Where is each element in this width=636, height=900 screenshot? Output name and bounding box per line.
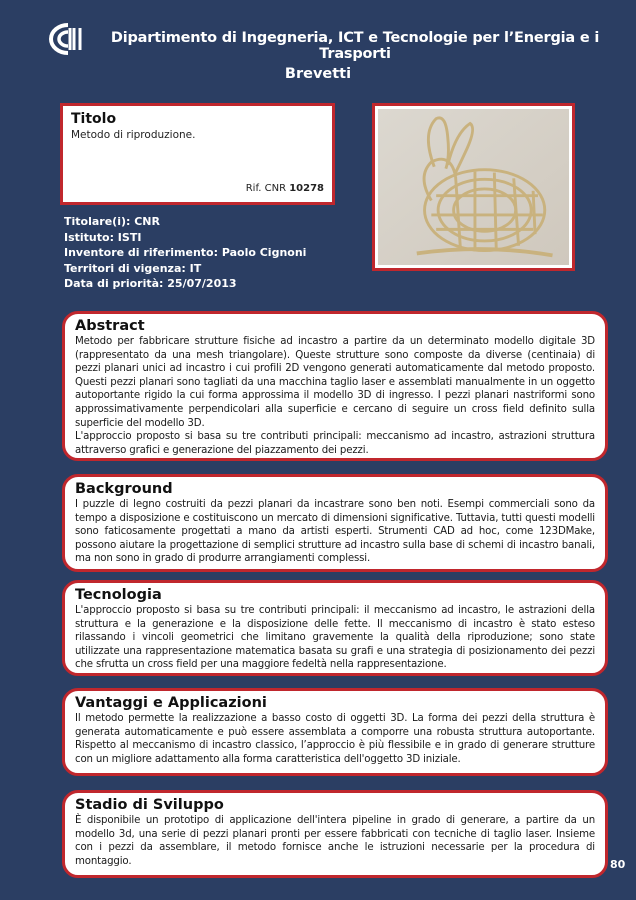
patent-meta xyxy=(64,214,306,292)
wooden-bunny-sculpture-photo xyxy=(378,109,569,265)
stadio-paragraph: È disponibile un prototipo di applicazione dell'intera pipeline in grado di generare, a partire da un modello 3d, una serie di pezzi planari pronti per essere fabbricati con tecniche di taglio laser. Insieme con i pezzi da assemblare, il metodo fornisce anche le istruzioni necessarie per la procedura di montaggio. xyxy=(75,815,595,867)
background-heading: Background xyxy=(75,481,173,497)
abstract-box xyxy=(62,311,608,461)
vantaggi-paragraph: Il metodo permette la realizzazione a basso costo di oggetti 3D. La forma dei pezzi della struttura è generata automaticamente e può essere assemblata a comporre una robusta struttura autoportante. Rispetto al meccanismo di incastro classico, l’approccio è più flessibile e in grado di generare strutture con un migliore adattamento alla forma caratteristica dell'oggetto 3D iniziale. xyxy=(75,713,595,765)
stadio-box xyxy=(62,790,608,878)
cnr-logo-icon xyxy=(46,22,90,56)
titolo-heading: Titolo xyxy=(71,111,117,127)
titolo-box xyxy=(60,103,335,205)
rif-number: 10278 xyxy=(289,183,324,194)
section-title: Brevetti xyxy=(284,66,352,82)
meta-istituto: Istituto: ISTI xyxy=(64,230,142,244)
rif-label: Rif. CNR xyxy=(245,183,290,194)
abstract-paragraph: L'approccio proposto si basa su tre contributi principali: meccanismo ad incastro, astrazioni struttura attraverso grafici e generazione del piazzamento dei pezzi. xyxy=(75,431,595,456)
bunny-illustration xyxy=(378,109,569,265)
abstract-paragraph: Metodo per fabbricare strutture fisiche ad incastro a partire da un determinato modello digitale 3D (rappresentato da una mesh triangolare). Queste strutture sono composte da diverse (centinaia) di pezzi planari unici ad incastro i cui profili 2D vengono generati automaticamente dal metodo proposto. Questi pezzi planari sono tagliati da una macchina taglio laser e assemblati manualmente in un oggetto autoportante rigido la cui forma approssima il modello 3D di ingresso. I pezzi planari nastriformi sono approssimativamente perpendicolari alla superficie e cercano di seguire un cross field definito sulla superficie del modello 3D. xyxy=(75,336,595,429)
tecnologia-heading: Tecnologia xyxy=(75,587,162,603)
tecnologia-box xyxy=(62,580,608,676)
meta-titolare: Titolare(i): CNR xyxy=(64,215,160,228)
titolo-text: Metodo di riproduzione. xyxy=(71,129,196,141)
photo-frame xyxy=(372,103,575,271)
tecnologia-paragraph: L'approccio proposto si basa su tre contributi principali: il meccanismo ad incastro, le astrazioni della struttura e la generazione e la disposizione delle fette. Il meccanismo di incastro è stato esteso rilassando i vincoli geometrici che limitano gravemente la qualità della riproduzione; sono state utilizzate una rappresentazione matematica basata su grafi e una strategia di posizionamento dei pezzi che sfrutta un cross field per una maggiore fedeltà nella rappresentazione. xyxy=(75,605,595,671)
stadio-heading: Stadio di Sviluppo xyxy=(75,797,224,813)
background-paragraph: I puzzle di legno costruiti da pezzi planari da incastrare sono ben noti. Esempi commerciali sono da tempo a disposizione e costituiscono un mercato di dimensioni significative. Tuttavia, tutti questi modelli sono faticosamente progettati a mano da artisti esperti. Strumenti CAD ad hoc, come 123DMake, possono aiutare la progettazione di semplici strutture ad incastro sulla base di schemi di incastro banali, ma non sono in grado di produrre arrangiamenti complessi. xyxy=(75,499,595,565)
meta-inventore: Inventore di riferimento: Paolo Cignoni xyxy=(64,246,307,259)
abstract-heading: Abstract xyxy=(75,318,145,334)
page-number: 80 xyxy=(610,858,626,871)
vantaggi-heading: Vantaggi e Applicazioni xyxy=(75,695,267,711)
rif-cnr xyxy=(246,183,324,194)
background-box xyxy=(62,474,608,572)
meta-data-priorita: Data di priorità: 25/07/2013 xyxy=(64,277,237,290)
meta-territori: Territori di vigenza: IT xyxy=(64,261,202,275)
vantaggi-box xyxy=(62,688,608,776)
department-title: Dipartimento di Ingegneria, ICT e Tecnologie per l’Energia e i Trasporti xyxy=(110,30,600,62)
